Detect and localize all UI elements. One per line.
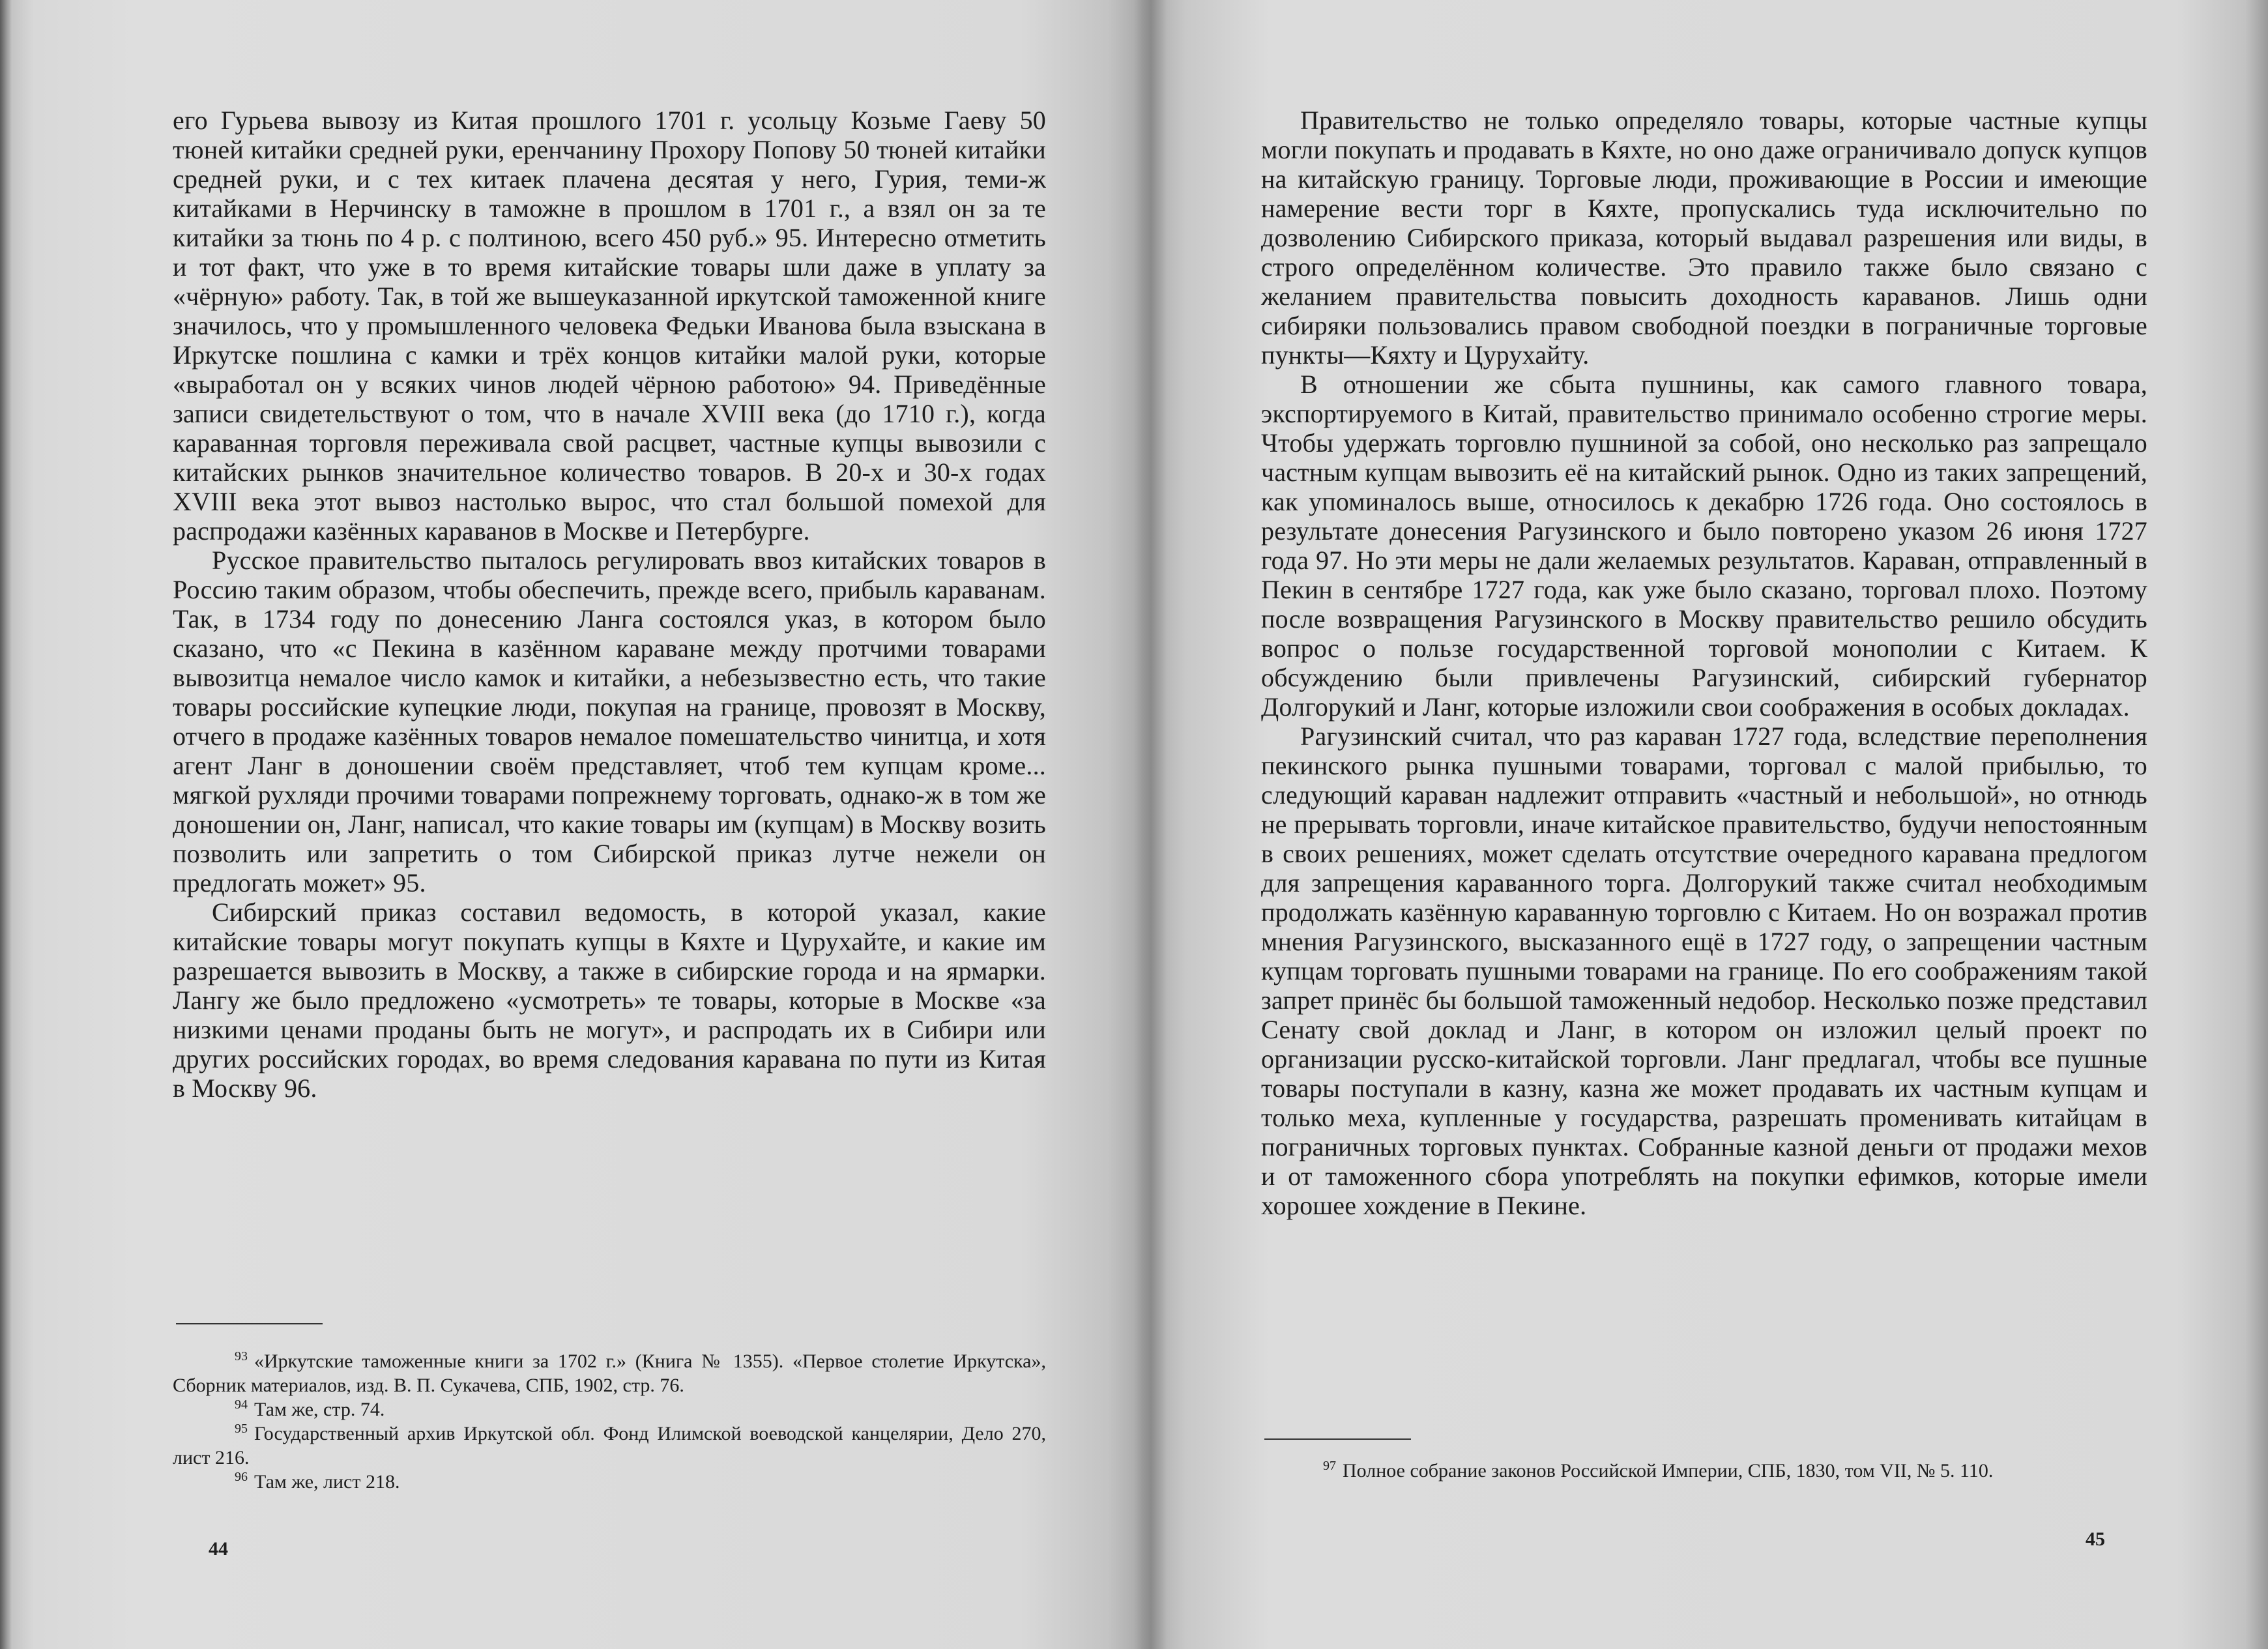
footnote-text: Полное собрание законов Российской Империи, СПБ, 1830, том VII, № 5. 110. <box>1343 1460 1994 1481</box>
footnote-text: «Иркутские таможенные книги за 1702 г.» (Книга № 1355). «Первое столетие Иркутска», Сборник материалов, изд. В. П. Сукачева, СПБ, 1902, стр. 76. <box>173 1350 1046 1396</box>
left-body-text <box>173 106 1046 1103</box>
footnote-number: 96 <box>235 1470 248 1484</box>
footnote-number: 93 <box>235 1349 248 1364</box>
right-footnotes <box>1261 1459 2147 1483</box>
footnote <box>173 1422 1046 1470</box>
right-paragraph-3: Рагузинский считал, что раз караван 1727 года, вследствие переполнения пекинского рынка пушными товарами, торговал с малой прибылью, то следующий караван надлежит отправить «частный и небольшой», но отнюдь не прерывать торговли, иначе китайское правительство, будучи непостоянным в своих решениях, может сделать отсутствие очередного каравана предлогом для запрещения караванного торга. Долгорукий также считал необходимым продолжать казённую караванную торговлю с Китаем. Но он возражал против мнения Рагузинского, высказанного ещё в 1727 году, о запрещении частным купцам торговать пушными товарами на границе. По его соображениям такой запрет принёс бы большой таможенный недобор. Несколько позже представил Сенату свой доклад и Ланг, в котором он изложил целый проект по организации русско-китайской торговли. Ланг предлагал, чтобы все пушные товары поступали в казну, казна же может продавать их частным купцам и только меха, купленные у государства, разрешать променивать китайцам в пограничных торговых пунктах. Собранные казной деньги от продажи мехов и от таможенного сбора употреблять на покупки ефимков, которые имели хорошее хождение в Пекине. <box>1261 722 2147 1220</box>
right-page <box>1147 0 2268 1649</box>
page-number-left: 44 <box>209 1538 228 1560</box>
left-paragraph-2: Русское правительство пыталось регулировать ввоз китайских товаров в Россию таким образом, чтобы обеспечить, прежде всего, прибыль караванам. Так, в 1734 году по донесению Ланга состоялся указ, в котором было сказано, что «с Пекина в казённом караване между протчими товарами вывозитца немалое число камок и китайки, а небезызвестно есть, что такие товары российские купецкие люди, покупая на границе, провозят в Москву, отчего в продаже казённых товаров немалое помешательство чинитца, и хотя агент Ланг в доношении своём представляет, чтоб тем купцам кроме... мягкой рухляди прочими товарами попрежнему торговать, однако-ж в том же доношении он, Ланг, написал, что какие товары им (купцам) в Москву возить позволить или запретить о том Сибирской приказ лутче нежели он предлогать может» 95. <box>173 546 1046 897</box>
footnote-text: Государственный архив Иркутской обл. Фонд Илимской воеводской канцелярии, Дело 270, лист 216. <box>173 1423 1046 1468</box>
footnote-number: 97 <box>1323 1459 1336 1473</box>
right-body-text <box>1261 106 2147 1220</box>
right-paragraph-2: В отношении же сбыта пушнины, как самого главного товара, экспортируемого в Китай, правительство принимало особенно строгие меры. Чтобы удержать торговлю пушниной за собой, оно несколько раз запрещало частным купцам вывозить её на китайский рынок. Одно из таких запрещений, как упоминалось выше, относилось к декабрю 1726 года. Оно состоялось в результате донесения Рагузинского и было повторено указом 26 июня 1727 года 97. Но эти меры не дали желаемых результатов. Караван, отправленный в Пекин в сентябре 1727 года, как уже было сказано, торговал плохо. Поэтому после возвращения Рагузинского в Москву правительство решило обсудить вопрос о пользе государственной торговой монополии с Китаем. К обсуждению были привлечены Рагузинский, сибирский губернатор Долгорукий и Ланг, которые изложили свои соображения в особых докладах. <box>1261 370 2147 722</box>
footnote-divider <box>176 1323 323 1324</box>
footnote-number: 95 <box>235 1422 248 1436</box>
footnote-text: Там же, стр. 74. <box>254 1399 385 1420</box>
footnote <box>173 1349 1046 1397</box>
footnote-number: 94 <box>235 1397 248 1412</box>
right-paragraph-1: Правительство не только определяло товары, которые частные купцы могли покупать и продавать в Кяхте, но оно даже ограничивало допуск купцов на китайскую границу. Торговые люди, проживающие в России и имеющие намерение вести торг в Кяхте, пропускались туда исключительно по дозволению Сибирского приказа, который выдавал разрешения или виды, в строго определённом количестве. Это правило также было связано с желанием правительства повысить доходность караванов. Лишь одни сибиряки пользовались правом свободной поездки в пограничные торговые пункты—Кяхту и Цурухайту. <box>1261 106 2147 370</box>
left-footnotes <box>173 1349 1046 1494</box>
left-paragraph-3: Сибирский приказ составил ведомость, в которой указал, какие китайские товары могут покупать купцы в Кяхте и Цурухайте, и какие им разрешается вывозить в Москву, а также в сибирские города и на ярмарки. Лангу же было предложено «усмотреть» те товары, которые в Москве «за низкими ценами проданы быть не могут», и распродать их в Сибири или других российских городах, во время следования каравана по пути из Китая в Москву 96. <box>173 897 1046 1103</box>
footnote-text: Там же, лист 218. <box>254 1471 400 1493</box>
footnote <box>173 1397 1046 1422</box>
footnote <box>173 1470 1046 1494</box>
left-paragraph-1: его Гурьева вывозу из Китая прошлого 1701 г. усольцу Козьме Гаеву 50 тюней китайки средней руки, еренчанину Прохору Попову 50 тюней китайки средней руки, и с тех китаек плачена десятая у него, Гурия, теми-ж китайками в Нерчинску в таможне в прошлом в 1701 г., а взял он за те китайки за тюнь по 4 р. с полтиною, всего 450 руб.» 95. Интересно отметить и тот факт, что уже в то время китайские товары шли даже в уплату за «чёрную» работу. Так, в той же вышеуказанной иркутской таможенной книге значилось, что у промышленного человека Федьки Иванова была взыскана в Иркутске пошлина с камки и трёх концов китайки малой руки, которые «выработал он у всяких чинов людей чёрною работою» 94. Приведённые записи свидетельствуют о том, что в начале XVIII века (до 1710 г.), когда караванная торговля переживала свой расцвет, частные купцы вывозили с китайских рынков значительное количество товаров. В 20-х и 30-х годах XVIII века этот вывоз настолько вырос, что стал большой помехой для распродажи казённых караванов в Москве и Петербурге. <box>173 106 1046 546</box>
footnote <box>1261 1459 2147 1483</box>
page-number-right: 45 <box>2086 1528 2105 1550</box>
footnote-divider <box>1264 1438 1411 1440</box>
left-page <box>0 0 1131 1649</box>
